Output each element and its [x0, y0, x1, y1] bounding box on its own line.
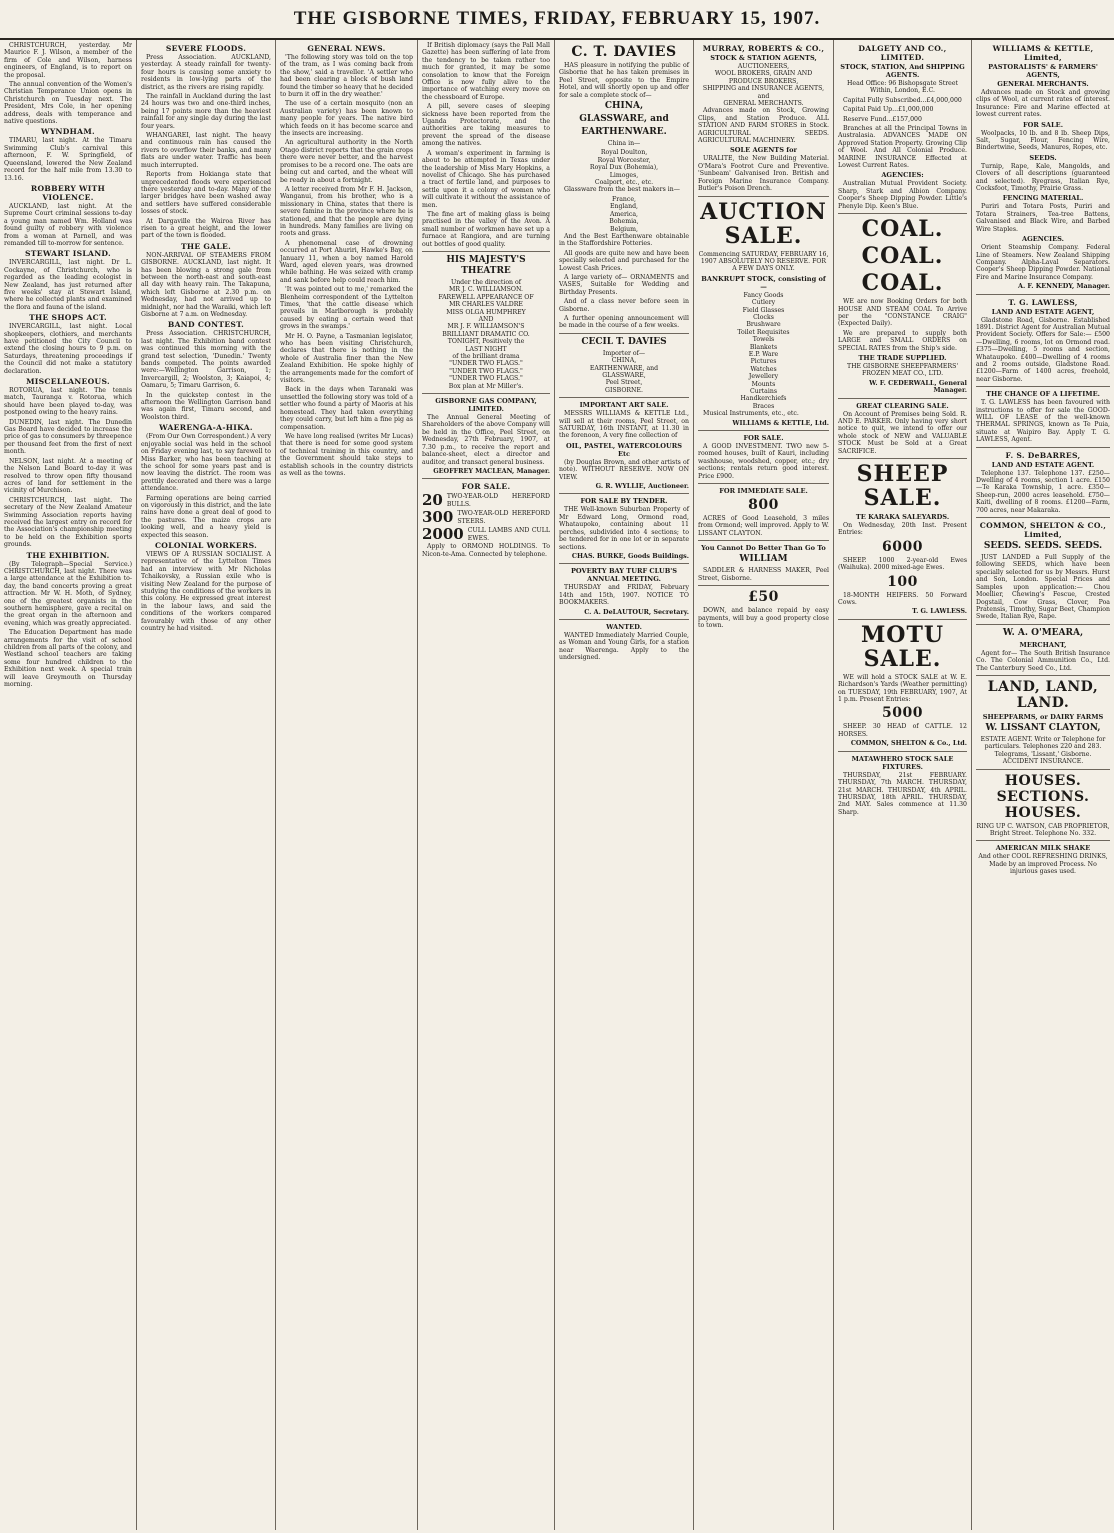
- col1-article-text: NELSON, last night. At a meeting of the Nelson Land Board to-day it was resolved to throw open fifty thousand acres of land for settlement in the vicinity of Murchison.: [4, 457, 132, 495]
- forsale-qty: 20: [422, 491, 443, 510]
- motu-signature: COMMON, SHELTON & Co., Ltd.: [850, 739, 967, 748]
- land-agent: W. LISSANT CLAYTON,: [985, 722, 1101, 733]
- lawless-name: T. G. LAWLESS,: [1008, 297, 1078, 307]
- motu-title: MOTU SALE.: [860, 621, 945, 672]
- col8-forsale-title: FOR SALE.: [1022, 120, 1064, 129]
- williams-sub2: GENERAL MERCHANTS.: [997, 80, 1089, 88]
- col2-article-text: Press Association. AUCKLAND, yesterday. A steady rainfall for twenty-four hours is causing some anxiety to residents in low-lying parts of the district, as the rivers are rising rapidly.: [141, 54, 271, 91]
- theatre-line: MR CHARLES VALDRE: [449, 301, 523, 309]
- col3-article-text: We have long realised (writes Mr Lucas) that there is need for some good system of technical training in this country, and the Government should take steps to establish schools in the country districts as well as the towns.: [280, 432, 413, 477]
- col1-article-text: INVERCARGILL, last night. Dr L. Cockayne, of Christchurch, who is regarded as the leading ecologist in New Zealand, has just returned after five weeks' stay at Stewart Island, where he collected plants and examined the flora and fauna of the island.: [4, 259, 132, 311]
- common-text: JUST LANDED a Full Supply of the following SEEDS, which have been specially selected for us by Messrs. Hurst and Son, London. Special Prices and Samples upon application:— Chou Moellier, Chewing's Fescue, Crested Dogstail, Cow Grass, Clover, Poa Pratensis, Timothy, Sugar Beet, Champion Swede, Italian Rye, Rape.: [976, 554, 1110, 621]
- davies-goods-line: CHINA,: [604, 101, 644, 112]
- trade-signature: W. F. CEDERWALL, General Manager.: [869, 378, 967, 395]
- chance-text: T. G. LAWLESS has been favoured with instructions to offer for sale the GOOD-WILL OF LEASE of the well-known THERMAL SPRINGS, known as Te Puia, situate at Waipiro Bay. Apply T. G. LAWLESS, Agent.: [976, 399, 1110, 444]
- davies-country-line: France,: [611, 195, 637, 203]
- col1-article-text: TIMARU, last night. At the Timaru Swimming Club's carnival this afternoon, F. W. Springfield, of Queensland, lowered the New Zealand record for the half mile from 13.30 to 13.16.: [4, 137, 132, 182]
- auction-title: AUCTION SALE.: [700, 198, 827, 249]
- races-title: POVERTY BAY TURF CLUB'S ANNUAL MEETING.: [570, 567, 678, 584]
- fencing-text: Puriri and Totara Posts, Puriri and Totara Strainers, Tea-tree Battens, Galvanised and Black Wire, and Barbed Wire Staples.: [976, 203, 1110, 233]
- chance-title: THE CHANCE OF A LIFETIME.: [986, 390, 1100, 399]
- col2-article-heading: BAND CONTEST.: [167, 320, 245, 330]
- col1-article-text: CHRISTCHURCH, yesterday. Mr Maurice F. J. Wilson, a member of the firm of Cole and Wilson, harness engineers, of England, is to report on the proposal.: [4, 42, 132, 79]
- sheep-title: SHEEP SALE.: [856, 461, 949, 511]
- column-1: [0, 40, 137, 1530]
- auction-item: Fancy Goods: [743, 291, 784, 299]
- coal-word-3: COAL.: [861, 270, 944, 297]
- forsale-desc: TWO-YEAR-OLD HEREFORD STEERS.: [457, 510, 550, 525]
- theatre-line: BRILLIANT DRAMATIC CO.: [442, 330, 530, 338]
- artsale-text: MESSRS WILLIAMS & KETTLE Ltd., will sell at their rooms, Peel Street, on SATURDAY, 16th INSTANT, at 11.30 in the forenoon, A very fine collection of: [559, 410, 689, 440]
- davies-closing2: All goods are quite new and have been specially selected and purchased for the Lowest Cash Prices.: [559, 249, 689, 272]
- col1-article-heading: MISCELLANEOUS.: [26, 377, 110, 387]
- col3-article-text: The use of a certain mosquito (non an Australian variety) has been known to many people for years. The native bird which feeds on it has become scarce and the insects are increasing.: [280, 100, 413, 138]
- col7-agencies-text: Australian Mutual Provident Society. Sharp, Stark and Albion Company. Cooper's Sheep Dipping Powder. Little's Phenyle Dip. Keen's Blue.: [838, 180, 967, 210]
- dalgety-text: Branches at all the Principal Towns in Australasia. ADVANCES MADE ON Approved Station Property. Growing Clip of Wool. And All Colonial Produce. MARINE INSURANCE Effected at Lowest Current Rates.: [838, 125, 967, 170]
- land-text: ESTATE AGENT. Write or Telephone for particulars. Telephones 220 and 283. Telegrams, 'Lissant,' Gisborne. ACCIDENT INSURANCE.: [980, 735, 1106, 766]
- theatre-line: LAST NIGHT: [465, 345, 507, 353]
- coal-text: WE are now Booking Orders for both HOUSE AND STEAM COAL To Arrive per the "CONSTANCE CRAIG" (Expected Daily).: [838, 298, 967, 328]
- vendor-signature: CHAS. BURKE, Goods Buildings.: [571, 551, 689, 560]
- col4-forsale-text: Apply to ORMOND HOLDINGS. To Nicon-te-Ama. Connected by telephone.: [422, 543, 550, 558]
- col2-article-text: NON-ARRIVAL OF STEAMERS FROM GISBORNE. AUCKLAND, last night. It has been blowing a strong gale from between the north-east and south-east all day with heavy rain. The Takapuna, which left Gisborne at 2.30 p.m. on Wednesday, had not arrived up to midnight, nor had the Waraiki, which left Gisborne at 7 a.m. on Wednesday.: [141, 251, 271, 318]
- newspaper-title: THE GISBORNE TIMES, FRIDAY, FEBRUARY 15, 1907.: [293, 8, 821, 29]
- auction-item: Jewellery: [748, 373, 779, 381]
- trade-title: THE TRADE SUPPLIED.: [858, 353, 947, 362]
- williams-name: WILLIAMS & KETTLE, Limited,: [992, 44, 1094, 62]
- dalgety-sub: STOCK, STATION, And SHIPPING AGENTS.: [840, 63, 965, 79]
- col1-article-text: CHRISTCHURCH, last night. The secretary of the New Zealand Amateur Swimming Association reports having received the largest entry on record for the Association's championship meeting to be held on the Exhibition sports grounds.: [4, 496, 132, 549]
- davies-maker-line: Royal Doulton,: [600, 149, 648, 157]
- newspaper-page: [0, 40, 1114, 1530]
- col4-intro2: A pill, severe cases of sleeping sickness have been reported from the Uganda Protectorate, and the authorities are taking measures to prevent the spread of the disease among the natives.: [422, 103, 550, 148]
- davies-intro: HAS pleasure in notifying the public of Gisborne that he has taken premises in Peel Street, opposite to the Empire Hotel, and will shortly open up and offer for sale a complete stock of—: [559, 62, 689, 99]
- col2-article-text: Reports from Hokianga state that unprecedented floods were experienced there yesterday and to-day. Many of the larger bridges have been washed away and settlers have suffered considerable losses of stock.: [141, 171, 271, 216]
- sheep-big: 6000: [882, 538, 923, 555]
- lawless-sub: LAND AND ESTATE AGENT,: [991, 307, 1095, 316]
- notice-text: THURSDAY, 21st FEBRUARY. THURSDAY, 7th MARCH. THURSDAY, 21st MARCH. THURSDAY, 4th APRIL. THURSDAY, 18th APRIL. THURSDAY, 2nd MAY. Sales commence at 11.30 Sharp.: [838, 771, 967, 816]
- money-text: SADDLER & HARNESS MAKER, Peel Street, Gisborne.: [698, 567, 829, 582]
- col1-articles: [4, 42, 132, 688]
- auction-items: [698, 292, 829, 411]
- milk-text: And other COOL REFRESHING DRINKS, Made by an improved Process. No injurious gases used.: [978, 853, 1108, 876]
- davies-countries: [559, 196, 689, 233]
- col3-article-heading: GENERAL NEWS.: [307, 44, 386, 53]
- auction-text2: Musical Instruments, etc., etc.: [703, 410, 799, 418]
- col1-article-text: ROTORUA, last night. The tennis match, Tauranga v. Rotorua, which should have been played to-day, was postponed owing to the heavy rains.: [4, 387, 132, 417]
- col2-article-heading: SEVERE FLOODS.: [165, 44, 247, 53]
- murray-text: Advances made on Stock, Growing Clips, and Station Produce. ALL STATION AND FARM STORES in Stock. AGRICULTURAL SEEDS. AGRICULTURAL MACHINERY.: [698, 107, 829, 145]
- col1-article-heading: WYNDHAM.: [41, 127, 95, 137]
- col2-article-heading: WAERENGA-A-HIKA.: [159, 423, 253, 433]
- motu-big: 5000: [882, 705, 923, 722]
- wanted-text: WANTED Immediately Married Couple, as Woman and Young Girls, for a station near Waerenga. Apply to the undersigned.: [559, 631, 689, 662]
- williams-text: Advances made on Stock and growing clips of Wool, at current rates of interest. Insurance: Fire and Marine effected at lowest current rates.: [976, 89, 1110, 119]
- col8-forsale-text: Woolpacks, 10 lb. and 8 lb. Sheep Dips, Salt, Sugar, Flour, Fencing Wire, Bindertwine, Seeds, Manures, Ropes, etc.: [976, 129, 1110, 152]
- auction-item: Brushware: [746, 321, 781, 329]
- column-3: [276, 40, 418, 1530]
- col8-agencies-text: Orient Steamship Company. Federal Line of Steamers. New Zealand Shipping Company. Alpha-Laval Separators. Cooper's Sheep Dipping Powder. National Fire and Marine Insurance Company.: [976, 244, 1110, 281]
- davies-note: And of a class never before seen in Gisborne.: [559, 298, 689, 313]
- col2-article-text: WHANGAREI, last night. The heavy and continuous rain has caused the rivers to overflow their banks, and many flats are under water. Traffic has been much interrupted.: [141, 132, 271, 169]
- col3-article-text: Back in the days when Taranaki was unsettled the following story was told of a settler who found a party of Maoris at his homestead. They had taken everything they could carry, but left him a fine pig as compensation.: [280, 386, 413, 431]
- coal-word-2: COAL.: [861, 243, 944, 270]
- importer-line: CHINA,: [611, 357, 637, 365]
- column-5: [555, 40, 694, 1530]
- auction-text: Commencing SATURDAY, FEBRUARY 16, 1907 ABSOLUTELY NO RESERVE. FOR A FEW DAYS ONLY.: [698, 250, 829, 273]
- col4-forsale-title: FOR SALE.: [461, 482, 511, 492]
- races-signature: C. A. DeLAUTOUR, Secretary.: [584, 607, 689, 616]
- forsale-row: [422, 509, 550, 526]
- clearing-text: On Account of Premises being Sold. R. AND E. PARKER. Only having very short notice to quit, we intend to offer our whole stock of NEW and VALUABLE STOCK Must be Sold at a Great SACRIFICE.: [838, 410, 967, 455]
- coal-text2: We are prepared to supply both LARGE and SMALL ORDERS on SPECIAL RATES from the Ship's side.: [838, 329, 967, 352]
- auction-item: Watches: [750, 365, 777, 373]
- col8-agencies-signature: A. F. KENNEDY, Manager.: [1018, 282, 1110, 291]
- auction-item: Curtains: [750, 388, 777, 395]
- davies-maker-line: Limoges,: [609, 171, 639, 179]
- col1-article-text: The Education Department has made arrangements for the visit of school children from all parts of the colony, and Westland school teachers are taking some four hundred children to the Exhibition next week. A special train will leave Greymouth on Thursday morning.: [4, 629, 132, 689]
- houses-text: RING UP C. WATSON, CAB PROPRIETOR, Bright Street. Telephone No. 332.: [976, 822, 1110, 837]
- meara-sub: MERCHANT,: [1019, 640, 1067, 649]
- col2-article-text: VIEWS OF A RUSSIAN SOCIALIST. A representative of the Lyttelton Times had an interview with Mr Nicholas Tchaikovsky, a Russian exile who is visiting New Zealand for the purpose of studying the conditions of the workers in this colony. He expressed great interest in the labour laws, and said the conditions of the workers compared favourably with those of any other country he had visited.: [141, 550, 271, 633]
- davies-goods-line: GLASSWARE, and: [579, 114, 669, 125]
- motu-text: WE will hold a STOCK SALE at W. E. Richardson's Yards (Weather permitting) on TUESDAY, 19th FEBRUARY, 1907, At 1 p.m. Present Entries:: [838, 673, 967, 704]
- murray-sub: STOCK & STATION AGENTS,: [710, 54, 817, 62]
- masthead: [0, 0, 1114, 40]
- forsale-desc: TWO-YEAR-OLD HEREFORD BULLS.: [446, 493, 550, 508]
- davies-ornaments: A large variety of— ORNAMENTS and VASES, Suitable for Wedding and Birthday Presents.: [559, 273, 689, 296]
- clearing-title: GREAT CLEARING SALE.: [856, 401, 949, 410]
- theatre-line: MR J. C. WILLIAMSON.: [449, 286, 523, 294]
- theatre-line: of the brilliant drama: [452, 353, 520, 361]
- theatre-line: "UNDER TWO FLAGS.": [449, 367, 523, 375]
- importer-name: CECIL T. DAVIES: [581, 336, 667, 347]
- sheep-big2: 100: [887, 573, 918, 590]
- davies-makers: [559, 149, 689, 186]
- davies-country-line: America,: [609, 210, 639, 218]
- theatre-line: FAREWELL APPEARANCE OF: [438, 293, 534, 301]
- murray-lines: [698, 63, 829, 107]
- col3-article-text: 'The following story was told on the top of the tram, as I was coming back from the show,' said a traveller. 'A settler who had been clearing a block of bush land found the timber so heavy that he decided to burn it off in the dry weather.': [280, 54, 413, 99]
- theatre-line: MISS OLGA HUMPHREY: [446, 308, 526, 316]
- cash-text: DOWN, and balance repaid by easy payments, will buy a good property close to town.: [698, 607, 829, 629]
- cash-big: £50: [748, 589, 779, 606]
- davies-note2: A further opening announcement will be made in the course of a few weeks.: [559, 314, 689, 330]
- column-8: [972, 40, 1114, 1530]
- debarres-text: Telephone 137. Telephone 137. £250—Dwelling of 4 rooms, section 1 acre. £150—Te Karaka Township, 1 acre. £350—Sheep-run, 2000 acres leasehold. £750—Kaiti, dwelling of 8 rooms. £1200—Farm, 700 acres, near Makaraka.: [976, 469, 1110, 514]
- money-name: WILLIAM: [739, 554, 788, 565]
- col2-article-text: Press Association. CHRISTCHURCH, last night. The Exhibition band contest was continued this morning with the grand test selection, 'Dunedin.' Twenty bands competed. The points awarded were:—Wellington Garrison, 1; Invercargill, 2; Woolston, 3; Kaiapoi, 4; Oamaru, 5; Timaru Garrison, 6.: [141, 330, 271, 390]
- davies-maker-line: Royal Dux (Bohemia),: [589, 164, 659, 172]
- col2-article-text: Farming operations are being carried on vigorously in this district, and the late rains have done a great deal of good to the pastures. The maize crops are looking well, and a heavy yield is expected this season.: [141, 494, 271, 539]
- col4-intro4: The fine art of making glass is being practised in the valley of the Avon. A small number of workmen have set up a furnace at Rangiora, and are turning out bottles of good quality.: [422, 210, 550, 248]
- immediate-text: ACRES of Good Leasehold, 3 miles from Ormond; well improved. Apply to W. LISSANT CLAYTON.: [698, 515, 829, 537]
- column-4: [418, 40, 555, 1530]
- davies-name: C. T. DAVIES: [571, 44, 677, 60]
- common-name: COMMON, SHELTON & CO., Limited,: [979, 521, 1107, 540]
- col8-seeds-title: SEEDS.: [1029, 153, 1057, 162]
- col2-article-heading: COLONIAL WORKERS.: [154, 540, 258, 550]
- auction-item: Handkerchiefs: [740, 395, 787, 403]
- auction-item: Blankets: [749, 343, 778, 351]
- vendor-text: THE Well-known Suburban Property of Mr Edward Long, Ormond road, Whataupoko, containing about 11 perches, subdivided into 4 sections; to be tendered for in one lot or in separate sections.: [559, 506, 689, 551]
- williams-sub: PASTORALISTS' & FARMERS' AGENTS,: [988, 63, 1098, 79]
- immediate-title: FOR IMMEDIATE SALE.: [719, 487, 808, 496]
- dalgety-paidup: Capital Paid Up...£1,000,000: [843, 106, 934, 114]
- importer-line: Importer of—: [602, 349, 646, 357]
- theatre-lines: [422, 279, 550, 390]
- agents-title: SOLE AGENTS for: [730, 146, 797, 155]
- gas-text: The Annual General Meeting of Shareholders of the above Company will be held in the Office, Peel Street, on Wednesday, 27th February, 1907, at 7.30 p.m., to receive the report and balance-sheet, elect a director and auditor, and transact general business.: [422, 414, 550, 466]
- auction-item: Pictures: [750, 358, 777, 366]
- importer-lines: [559, 350, 689, 394]
- col4-intro3: A woman's experiment in farming is about to be attempted in Texas under the leadership of Miss Mary Hopkins, a novelist of Chicago. She has purchased a tract of fertile land, and purposes to settle upon it a colony of women who will cultivate it without the assistance of men.: [422, 149, 550, 209]
- artsale-title: IMPORTANT ART SALE.: [579, 401, 669, 410]
- col8-seeds-text: Turnip, Rape, Kale, Mangolds, and Clovers of all descriptions (guaranteed and selected). Ryegrass, Italian Rye, Cocksfoot, Timothy, Prairie Grass.: [976, 162, 1110, 193]
- land-word: LAND, LAND, LAND.: [987, 678, 1099, 711]
- col3-article-text: 'It was pointed out to me,' remarked the Blenheim correspondent of the Lyttelton Times, 'that the cattle disease which prevails in Marlborough is probably caused by eating a certain weed that grows in the swamps.': [280, 286, 413, 331]
- importer-line: Peel Street,: [605, 379, 643, 387]
- immediate-big: 800: [748, 497, 779, 514]
- column-7: [834, 40, 972, 1530]
- meara-name: W. A. O'MEARA,: [1002, 627, 1084, 638]
- auction-item: Mounts: [751, 380, 776, 388]
- forsale-row: [422, 526, 550, 543]
- davies-goods-line: EARTHENWARE.: [581, 127, 667, 138]
- theatre-line: MR J. F. WILLIAMSON'S: [447, 323, 525, 331]
- artsale-signature: G. R. WYLLIE, Auctioneer.: [595, 482, 689, 491]
- agents-text: URALITE, the New Building Material. O'Mara's Footrot Cure and Preventive. 'Sunbeam' Galvanised Iron. British and Foreign Marine Insurance Company. Butler's Poison Drench.: [698, 155, 829, 193]
- importer-line: GLASSWARE,: [602, 372, 646, 379]
- column-2: [137, 40, 276, 1530]
- col1-article-text: (By Telegraph—Special Service.) CHRISTCHURCH, last night. There was a large attendance at the Exhibition to-day, the band concerts proving a great attraction. Mr W. H. Moth, of Sydney, one of the greatest organists in the southern hemisphere, gave a recital on the great organ in the afternoon and evening, which was greatly appreciated.: [4, 560, 132, 627]
- col1-article-heading: ROBBERY WITH VIOLENCE.: [30, 183, 106, 202]
- col3-article-text: Mr H. O. Payne, a Tasmanian legislator, who has been visiting Christchurch, declares that there is nothing in the whole of Australia finer than the New Zealand Exhibition. He spoke highly of the arrangements made for the comfort of visitors.: [280, 332, 413, 385]
- debarres-title: F. S. DeBARRES,: [1005, 450, 1081, 460]
- col1-article-text: DUNEDIN, last night. The Dunedin Gas Board have decided to increase the price of gas to consumers by threepence per thousand feet from the first of next month.: [4, 418, 132, 456]
- coal-word-1: COAL.: [861, 216, 944, 243]
- davies-goods: [559, 101, 689, 138]
- theatre-line: TONIGHT, Positively the: [447, 338, 525, 346]
- theatre-line: AND: [478, 316, 494, 323]
- auction-item: E.P. Ware: [748, 350, 779, 358]
- artsale-text2: (by Douglas Brown, and other artists of note). WITHOUT RESERVE. NOW ON VIEW.: [559, 458, 689, 481]
- auction-item: Clocks: [753, 313, 774, 321]
- theatre-line: "UNDER TWO FLAGS.": [449, 360, 523, 368]
- auction-item: Braces: [752, 402, 775, 410]
- importer-line: EARTHENWARE, and: [589, 364, 659, 372]
- murray-line: GENERAL MERCHANTS.: [723, 100, 804, 108]
- col1-article-text: The annual convention of the Women's Christian Temperance Union opens in Christchurch on Tuesday next. The President, Mrs Cole, in her opening address, deals with temperance and native questions.: [4, 81, 132, 126]
- col2-article-text: (From Our Own Correspondent.) A very enjoyable social was held in the school on Friday evening last, to say farewell to Miss Barker, who has been teaching at the school for some years past and is now leaving the district. The room was prettily decorated and there was a large attendance.: [141, 433, 271, 493]
- dalgety-name: DALGETY AND CO., LIMITED.: [858, 44, 947, 62]
- debarres-sub: LAND AND ESTATE AGENT.: [991, 460, 1095, 469]
- trade-text: THE GISBORNE SHEEPFARMERS' FROZEN MEAT CO., LTD.: [846, 362, 959, 378]
- murray-name: MURRAY, ROBERTS & CO.,: [702, 44, 825, 53]
- notice-title: MATAWHERO STOCK SALE FIXTURES.: [851, 754, 954, 771]
- col6-sale-text: A GOOD INVESTMENT. TWO new 5-roomed houses, built of Kauri, including washhouse, woodshed, copper, etc.; dry sections; rentals return good interest. Price £900.: [698, 443, 829, 480]
- col7-agencies-title: AGENCIES:: [881, 171, 924, 180]
- land-sub: SHEEPFARMS, or DAIRY FARMS: [982, 712, 1104, 721]
- davies-glass-label: Glassware from the best makers in—: [564, 186, 680, 194]
- gas-signature: GEOFFREY MACLEAN, Manager.: [433, 466, 550, 475]
- col2-article-text: The rainfall in Auckland during the last 24 hours was two and one-third inches, being 17 points more than the heaviest rainfall for any single day during the last four years.: [141, 93, 271, 130]
- theatre-title: HIS MAJESTY'S THEATRE: [446, 254, 526, 276]
- dalgety-capital: Capital Fully Subscribed...£4,000,000: [843, 96, 962, 104]
- money-title: You Cannot Do Better Than Go To: [701, 544, 826, 553]
- houses-word: HOUSES. SECTIONS. HOUSES.: [996, 772, 1090, 821]
- col6-sale-title: FOR SALE.: [743, 434, 784, 443]
- theatre-line: Box plan at Mr Miller's.: [448, 382, 524, 390]
- col4-intro: If British diplomacy (says the Pall Mall Gazette) has been suffering of late from the tendency to be taken rather too much for granted, it may be some consolation to know that the Foreign Office is now fully alive to the importance of watching every move on the chessboard of Europe.: [422, 42, 550, 101]
- col2-article-heading: THE GALE.: [180, 241, 232, 251]
- col3-article-text: An agricultural authority in the North Otago district reports that the grain crops there were never better, and the harvest promises to be a record one. The oats are being cut and carted, and the wheat will be ready in about a fortnight.: [280, 139, 413, 184]
- races-text: THURSDAY and FRIDAY, February 14th and 15th, 1907. NOTICE TO BOOKMAKERS.: [559, 584, 689, 607]
- davies-maker-line: Coalport, etc., etc.: [594, 179, 654, 187]
- milk-title: AMERICAN MILK SHAKE: [995, 844, 1091, 853]
- col3-articles: [280, 44, 413, 477]
- vendor-title: FOR SALE BY TENDER.: [580, 497, 668, 506]
- murray-line: SHIPPING and INSURANCE AGENTS, and: [702, 85, 825, 100]
- auction-item: Cutlery: [751, 299, 776, 307]
- davies-country-line: Bohemia,: [609, 218, 639, 226]
- davies-closing: And the Best Earthenware obtainable in the Staffordshire Potteries.: [559, 232, 689, 248]
- sheep-sub: TE KARAKA SALEYARDS.: [855, 513, 950, 521]
- davies-from-label: China in—: [607, 140, 641, 148]
- col3-article-text: A phenomenal case of drowning occurred at Port Ahuriri, Hawke's Bay, on January 11, when a boy named Harold Ward, aged eleven years, was drowned while bathing. He was seized with cramp and sank before help could reach him.: [280, 239, 413, 284]
- col1-article-text: AUCKLAND, last night. At the Supreme Court criminal sessions to-day a young man named Wm. Holland was found guilty of robbery with violence from a woman at Parnell, and was remanded till to-morrow for sentence.: [4, 202, 132, 247]
- sheep-text3: 18-MONTH HEIFERS. 50 Forward Cows.: [838, 591, 967, 607]
- fencing-title: FENCING MATERIAL.: [1002, 194, 1084, 203]
- artsale-items: OIL, PASTEL, WATERCOLOURS Etc: [565, 441, 683, 458]
- forsale-qty: 300: [422, 508, 454, 527]
- theatre-line: Under the direction of: [450, 278, 522, 286]
- murray-line: WOOL BROKERS, GRAIN AND PRODUCE BROKERS,: [714, 70, 813, 85]
- col2-articles: [141, 44, 271, 632]
- col2-article-text: In the quickstep contest in the afternoon the Wellington Garrison band was again first, Timaru second, and Woolston third.: [141, 391, 271, 421]
- auction-item: Field Glasses: [742, 306, 785, 314]
- forsale-desc: CULL LAMBS AND CULL EWES.: [467, 527, 550, 542]
- auction-signature: WILLIAMS & KETTLE, Ltd.: [732, 418, 829, 427]
- sheep-text: On Wednesday, 20th Inst. Present Entries:: [838, 522, 967, 537]
- gas-title: GISBORNE GAS COMPANY, LIMITED.: [435, 397, 537, 414]
- davies-country-line: Belgium,: [610, 225, 638, 233]
- lawless-text: Gladstone Road, Gisborne. Established 1891. District Agent for Australian Mutual Provident Society. Offers for Sale:— £500—Dwelling, 6 rooms, lot on Ormond road. £375—Dwelling, 5 rooms and section, Whataupoko. £400—Dwelling of 4 rooms and 2 rooms outside, Gladstone Road. £1200—Farm of 1400 acres, freehold, near Gisborne.: [976, 316, 1110, 383]
- meara-text: Agent for— The South British Insurance Co. The Colonial Ammunition Co., Ltd. The Canterbury Seed Co., Ltd.: [976, 649, 1110, 672]
- dalgety-office: Head Office: 96 Bishopsgate Street Within, London, E.C.: [847, 80, 958, 95]
- wanted-title: WANTED.: [606, 622, 642, 631]
- sheep-signature: T. G. LAWLESS.: [912, 607, 967, 616]
- forsale-row: [422, 492, 550, 509]
- davies-country-line: England,: [609, 203, 639, 211]
- importer-line: GISBORNE.: [605, 386, 643, 394]
- theatre-line: "UNDER TWO FLAGS.": [449, 375, 523, 383]
- forsale-rows: [422, 492, 550, 543]
- col1-article-text: INVERCARGILL, last night. Local shopkeepers, clothiers, and merchants have petitioned the City Council to extend the closing hours to 9 p.m. on Saturdays, threatening proceedings if the Council did not make a statutory declaration.: [4, 323, 132, 375]
- col3-article-text: A letter received from Mr F. H. Jackson, Wanganui, from his brother, who is a missionary in China, states that there is severe famine in the province where he is stationed, and that the people are dying in hundreds. Many families are living on roots and grass.: [280, 185, 413, 238]
- auction-sub: BANKRUPT STOCK, consisting of—: [701, 274, 826, 291]
- column-6: [694, 40, 834, 1530]
- forsale-qty: 2000: [422, 525, 464, 544]
- col1-article-heading: THE SHOPS ACT.: [29, 313, 107, 323]
- murray-line: AUCTIONEERS,: [737, 63, 790, 70]
- auction-item: Towels: [752, 336, 775, 344]
- dalgety-reserve: Reserve Fund...£157,000: [843, 115, 922, 123]
- common-sub: SEEDS. SEEDS. SEEDS.: [983, 541, 1103, 552]
- auction-item: Toilet Requisites: [737, 328, 790, 336]
- col1-article-heading: STEWART ISLAND.: [25, 249, 111, 259]
- motu-text2: SHEEP. 30 HEAD of CATTLE. 12 HORSES.: [838, 723, 967, 738]
- davies-maker-line: Royal Worcester,: [597, 156, 651, 164]
- col8-agencies-title: AGENCIES.: [1022, 235, 1064, 244]
- col2-article-text: At Dargaville the Wairoa River has risen to a great height, and the lower part of the town is flooded.: [141, 217, 271, 240]
- sheep-text2: SHEEP. 1000 2-year-old Ewes (Waihuka). 2000 mixed-age Ewes.: [838, 556, 967, 572]
- col1-article-heading: THE EXHIBITION.: [26, 550, 110, 560]
